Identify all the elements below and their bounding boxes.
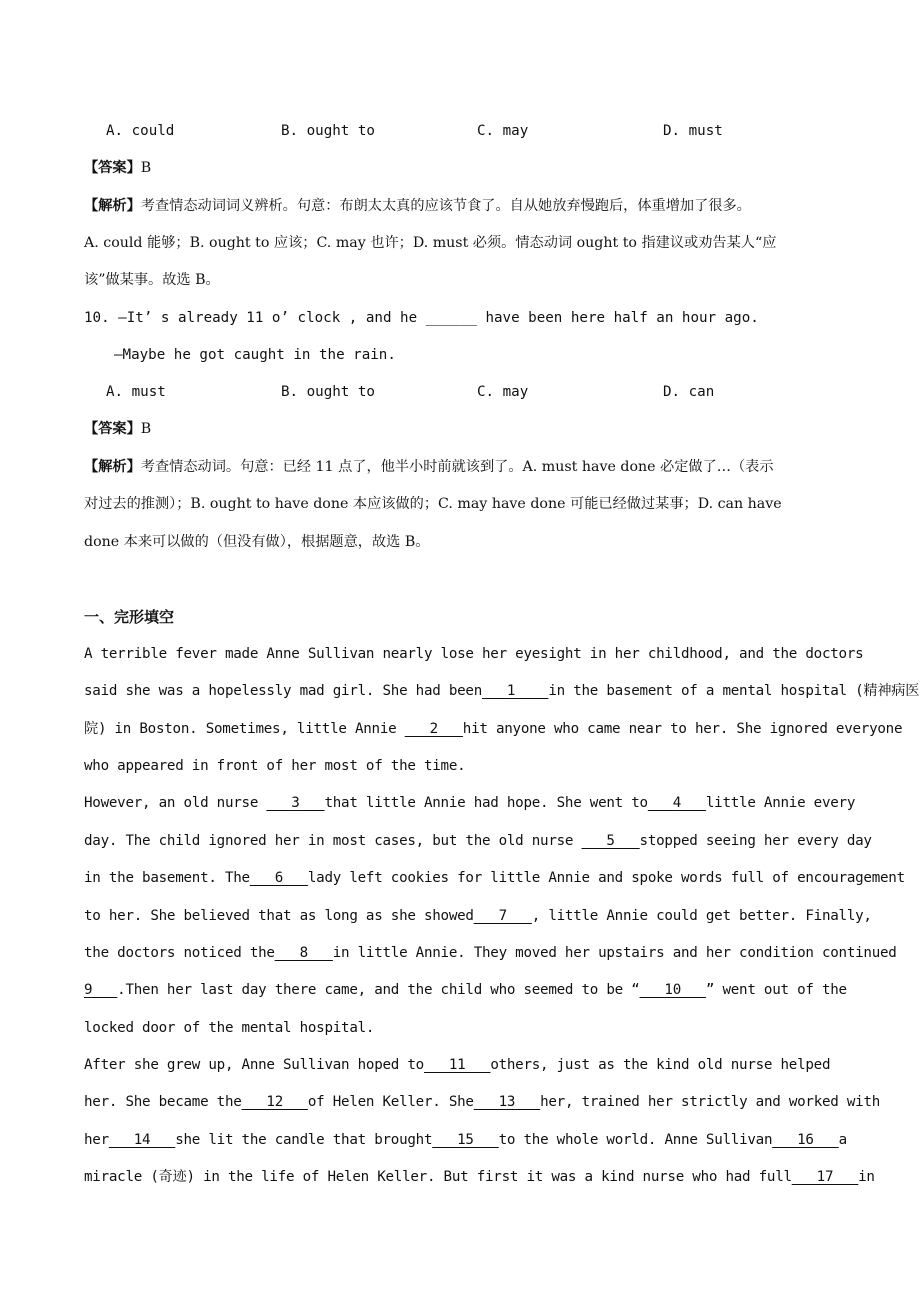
cloze-text: day. The child ignored her in most cases, but the old nurse (84, 833, 582, 849)
cloze-text: who appeared in front of her most of the time. (84, 758, 466, 774)
cloze-text: hit anyone who came near to her. She ignored everyone (462, 721, 903, 737)
cloze-text: lady left cookies for little Annie and spoke words full of encouragement (307, 870, 905, 886)
cloze-text: said she was a hopelessly mad girl. She had been (84, 683, 482, 699)
cloze-text: in (858, 1169, 875, 1185)
q9-option-b: B. ought to (281, 123, 375, 139)
cloze-text: .Then her last day there came, and the child who seemed to be “ (117, 982, 640, 998)
cloze-blank: 9___ (84, 982, 118, 998)
cloze-text: the doctors noticed the (84, 945, 275, 961)
cloze-line (84, 868, 905, 888)
analysis-label: 【解析】 (84, 198, 141, 214)
cloze-line (84, 1055, 830, 1075)
cloze-text: little Annie every (705, 795, 856, 811)
cloze-text: that little Annie had hope. She went to (324, 795, 648, 811)
cloze-line (84, 1018, 374, 1038)
cloze-line (84, 906, 872, 926)
cloze-text: she lit the candle that brought (175, 1132, 433, 1148)
q10-option-b: B. ought to (281, 384, 375, 400)
cloze-blank: ___4___ (647, 795, 706, 811)
q10-stem: 10. —It’ s already 11 o’ clock , and he ______ have been here half an hour ago. (84, 310, 759, 326)
q10-analysis-line-2: 对过去的推测）；B. ought to have done 本应该做的；C. may have done 可能已经做过某事；D. can have (84, 496, 782, 512)
q10-reply: —Maybe he got caught in the rain. (114, 347, 396, 363)
cloze-text: After she grew up, Anne Sullivan hoped to (84, 1057, 424, 1073)
cloze-text: 院) in Boston. Sometimes, little Annie (84, 721, 405, 737)
cloze-text: stopped seeing her every day (639, 833, 872, 849)
cloze-blank: ___14___ (108, 1132, 176, 1148)
cloze-text: , little Annie could get better. Finally, (531, 908, 872, 924)
cloze-blank: ___17___ (791, 1169, 859, 1185)
cloze-line (84, 1092, 880, 1112)
q9-analysis-line-1 (84, 196, 751, 216)
answer-label: 【答案】 (84, 421, 141, 437)
section-title: 一、完形填空 (84, 608, 175, 626)
cloze-blank: ___15___ (432, 1132, 499, 1148)
analysis-label: 【解析】 (84, 459, 141, 475)
cloze-text: A terrible fever made Anne Sullivan nearly lose her eyesight in her childhood, and the doctors (84, 646, 864, 662)
cloze-text: in the basement of a mental hospital (精神病医 (548, 683, 920, 699)
analysis-text: 考查情态动词词义辨析。句意：布朗太太真的应该节食了。自从她放弃慢跑后，体重增加了很多。 (140, 198, 751, 214)
q9-option-d: D. must (663, 123, 723, 139)
q9-option-c: C. may (477, 123, 529, 139)
q9-analysis-line-3: 该”做某事。故选 B。 (84, 272, 220, 288)
cloze-line (84, 756, 465, 776)
q10-answer (84, 419, 151, 439)
answer-value: B (140, 160, 152, 176)
cloze-text: her (84, 1132, 109, 1148)
cloze-blank: ___7___ (473, 908, 532, 924)
q10-option-d: D. can (663, 384, 715, 400)
cloze-blank: ___3___ (266, 795, 325, 811)
cloze-text: to the whole world. Anne Sullivan (498, 1132, 773, 1148)
cloze-blank: ___8___ (274, 945, 333, 961)
cloze-blank: ___1____ (482, 683, 549, 699)
q10-analysis-line-3: done 本来可以做的（但没有做），根据题意，故选 B。 (84, 534, 430, 550)
cloze-line (84, 681, 919, 701)
cloze-text: a (838, 1132, 847, 1148)
cloze-text: ” went out of the (705, 982, 847, 998)
cloze-text: to her. She believed that as long as she showed (84, 908, 474, 924)
cloze-text: her. She became the (84, 1094, 242, 1110)
cloze-blank: ___6___ (249, 870, 308, 886)
cloze-line (84, 980, 847, 1000)
q9-analysis-line-2: A. could 能够；B. ought to 应该；C. may 也许；D. must 必须。情态动词 ought to 指建议或劝告某人“应 (84, 235, 777, 251)
cloze-line (84, 793, 855, 813)
cloze-text: in little Annie. They moved her upstairs and her condition continued (332, 945, 897, 961)
cloze-blank: ___2___ (404, 721, 463, 737)
cloze-blank: ___10___ (639, 982, 706, 998)
cloze-text: locked door of the mental hospital. (84, 1020, 375, 1036)
cloze-text: in the basement. The (84, 870, 250, 886)
q10-analysis-line-1 (84, 457, 774, 477)
cloze-text: her, trained her strictly and worked with (540, 1094, 881, 1110)
cloze-blank: ___11___ (423, 1057, 491, 1073)
cloze-blank: ___12___ (241, 1094, 308, 1110)
cloze-text: However, an old nurse (84, 795, 267, 811)
q9-option-a: A. could (106, 123, 175, 139)
q10-option-a: A. must (106, 384, 166, 400)
cloze-line (84, 1130, 847, 1150)
answer-label: 【答案】 (84, 160, 141, 176)
cloze-line (84, 644, 863, 664)
cloze-blank: ___5___ (581, 833, 640, 849)
cloze-line (84, 1167, 875, 1187)
cloze-text: of Helen Keller. She (307, 1094, 474, 1110)
cloze-blank: ___16___ (772, 1132, 839, 1148)
cloze-line (84, 943, 897, 963)
answer-value: B (140, 421, 152, 437)
cloze-line (84, 831, 872, 851)
q10-option-c: C. may (477, 384, 529, 400)
cloze-text: others, just as the kind old nurse helped (490, 1057, 831, 1073)
analysis-text: 考查情态动词。句意：已经 11 点了，他半小时前就该到了。A. must have done 必定做了…（表示 (140, 459, 774, 475)
cloze-line (84, 719, 902, 739)
q9-answer (84, 158, 151, 178)
cloze-text: miracle (奇迹) in the life of Helen Keller. But first it was a kind nurse who had full (84, 1169, 792, 1185)
cloze-blank: ___13___ (473, 1094, 541, 1110)
